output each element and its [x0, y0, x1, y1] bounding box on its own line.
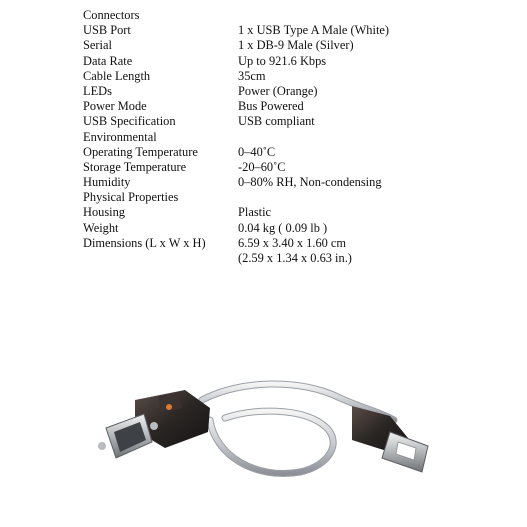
- section-header-environmental: [83, 130, 503, 145]
- spec-row-serial: [83, 38, 503, 53]
- power-led-icon: [166, 404, 172, 410]
- spec-row-dimensions-inches: [83, 251, 503, 266]
- spec-value: 6.59 x 3.40 x 1.60 cm: [238, 235, 347, 250]
- spec-row-weight: [83, 221, 503, 236]
- spec-value: 0.04 kg ( 0.09 lb ): [238, 220, 328, 235]
- spec-label: Power Mode: [83, 99, 147, 114]
- spec-value: 0–80% RH, Non-condensing: [238, 175, 382, 190]
- usb-serial-adapter-image: [90, 360, 450, 500]
- spec-label: Storage Temperature: [83, 159, 187, 174]
- spec-row-operating-temperature: [83, 145, 503, 160]
- spec-value: 1 x DB-9 Male (Silver): [238, 38, 354, 53]
- spec-label: Operating Temperature: [83, 144, 198, 159]
- spec-value: Plastic: [238, 205, 272, 220]
- spec-row-usb-specification: [83, 114, 503, 129]
- spec-value: Power (Orange): [238, 83, 318, 98]
- db9-connector-icon: [98, 390, 210, 458]
- section-title: Environmental: [83, 129, 157, 144]
- spec-value: 0–40˚C: [238, 144, 276, 159]
- spec-label: Cable Length: [83, 68, 151, 83]
- spec-value: 1 x USB Type A Male (White): [238, 23, 390, 38]
- spec-value: (2.59 x 1.34 x 0.63 in.): [238, 251, 352, 265]
- spec-label: Housing: [83, 205, 125, 220]
- spec-row-dimensions: [83, 236, 503, 251]
- spec-label: [83, 251, 238, 266]
- spec-sheet: [83, 8, 503, 266]
- spec-label: Dimensions (L x W x H): [83, 235, 206, 250]
- spec-label: USB Specification: [83, 114, 176, 129]
- spec-row-power-mode: [83, 99, 503, 114]
- spec-row-humidity: [83, 175, 503, 190]
- spec-label: LEDs: [83, 83, 112, 98]
- section-header-physical-properties: [83, 190, 503, 205]
- spec-label: Humidity: [83, 175, 131, 190]
- spec-row-housing: [83, 205, 503, 220]
- spec-row-storage-temperature: [83, 160, 503, 175]
- section-title: Physical Properties: [83, 190, 179, 205]
- spec-value: -20–60˚C: [238, 159, 286, 174]
- spec-row-cable-length: [83, 69, 503, 84]
- spec-label: Data Rate: [83, 53, 133, 68]
- section-title: Connectors: [83, 8, 140, 22]
- spec-value: 35cm: [238, 68, 266, 83]
- section-header-connectors: [83, 8, 503, 23]
- spec-row-leds: [83, 84, 503, 99]
- spec-row-usb-port: [83, 23, 503, 38]
- spec-row-data-rate: [83, 54, 503, 69]
- spec-label: Serial: [83, 38, 112, 53]
- spec-value: Bus Powered: [238, 99, 304, 114]
- spec-value: USB compliant: [238, 114, 315, 129]
- spec-label: Weight: [83, 220, 119, 235]
- spec-label: USB Port: [83, 23, 131, 38]
- spec-value: Up to 921.6 Kbps: [238, 53, 327, 68]
